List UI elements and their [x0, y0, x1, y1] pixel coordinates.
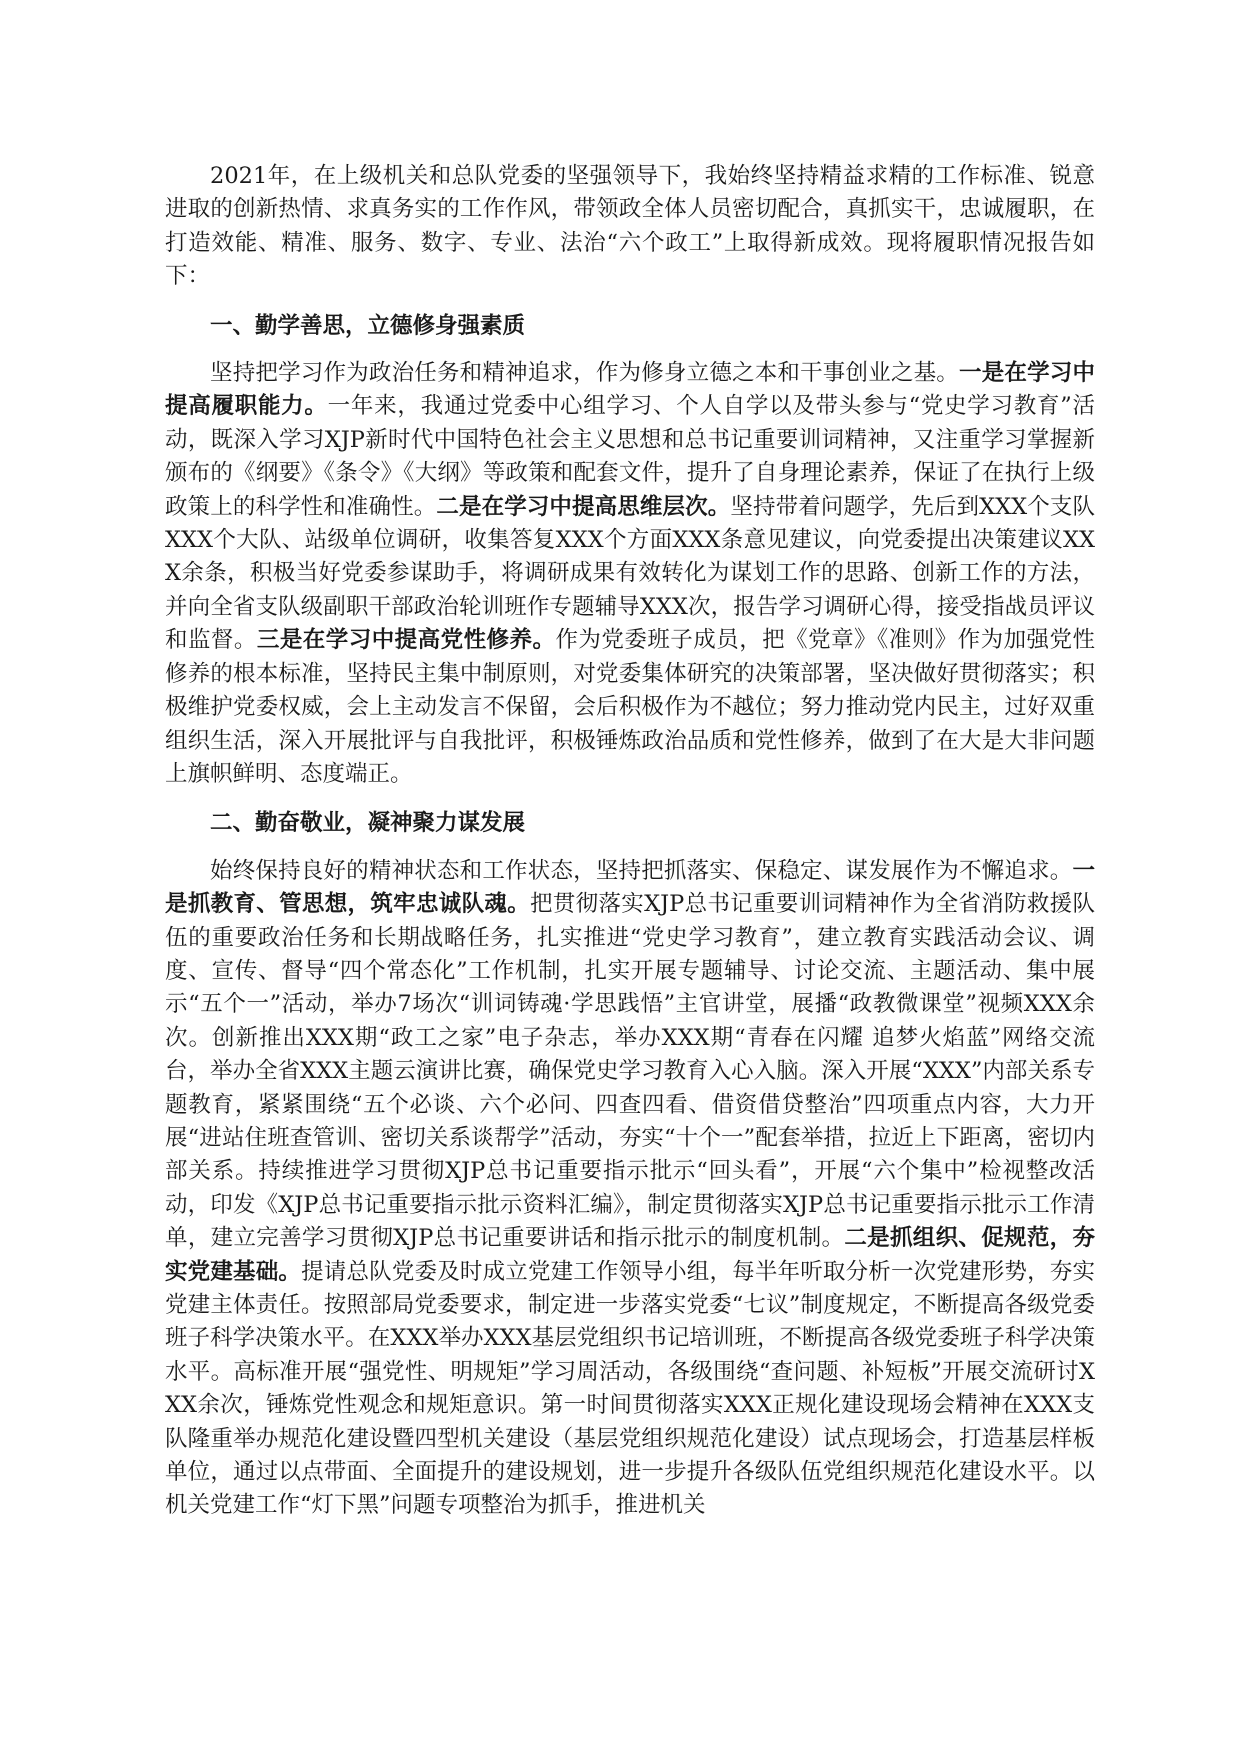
section2-text-1: 始终保持良好的精神状态和工作状态，坚持把抓落实、保稳定、谋发展作为不懈追求。 [210, 857, 1073, 884]
section1-point-3: 三是在学习中提高党性修养。 [256, 627, 556, 654]
section1-text-2: 一年来，我通过党委中心组学习、个人自学以及带头参与“党史学习教育”活动，既深入学习XJP新时代中国特色社会主义思想和总书记重要训词精神，又注重学习掌握新颁布的《纲要》《条令》《大纲》等政策和配套文件，提升了自身理论素养，保证了在执行上级政策上的科学性和准确性。 [165, 393, 1095, 520]
section1-point-1: 一是在学习中提高履职能力。 [165, 360, 1095, 420]
section2-point-1: 一是抓教育、管思想，筑牢忠诚队魂。 [165, 857, 1095, 918]
section1-point-2: 二是在学习中提高思维层次。 [436, 493, 731, 520]
section1-text-1: 坚持把学习作为政治任务和精神追求，作为修身立德之本和干事创业之基。 [210, 360, 959, 387]
section2-paragraph [165, 855, 1095, 1523]
section2-text-3: 提请总队党委及时成立党建工作领导小组，每半年听取分析一次党建形势，夯实党建主体责任。按照部局党委要求，制定进一步落实党委“七议”制度规定，不断提高各级党委班子科学决策水平。在XXX举办XXX基层党组织书记培训班，不断提高各级党委班子科学决策水平。高标准开展“强党性、明规矩”学习周活动，各级围绕“查问题、补短板”开展交流研讨XXX余次，锤炼党性观念和规矩意识。第一时间贯彻落实XXX正规化建设现场会精神在XXX支队隆重举办规范化建设暨四型机关建设（基层党组织规范化建设）试点现场会，打造基层样板单位，通过以点带面、全面提升的建设规划，进一步提升各级队伍党组织规范化建设水平。以机关党建工作“灯下黑”问题专项整治为抓手，推进机关 [165, 1258, 1095, 1519]
section1-paragraph [165, 357, 1095, 791]
section1-heading: 一、勤学善思，立德修身强素质 [210, 312, 526, 339]
section2-heading: 二、勤奋敬业，凝神聚力谋发展 [210, 810, 526, 837]
section2-text-2: 把贯彻落实XJP总书记重要训词精神作为全省消防救援队伍的重要政治任务和长期战略任务，扎实推进“党史学习教育”，建立教育实践活动会议、调度、宣传、督导“四个常态化”工作机制，扎实开展专题辅导、讨论交流、主题活动、集中展示“五个一”活动，举办7场次“训词铸魂·学思践悟”主官讲堂，展播“政教微课堂”视频XXX余次。创新推出XXX期“政工之家”电子杂志，举办XXX期“青春在闪耀 追梦火焰蓝”网络交流台，举办全省XXX主题云演讲比赛，确保党史学习教育入心入脑。深入开展“XXX”内部关系专题教育，紧紧围绕“五个必谈、六个必问、四查四看、借资借贷整治”四项重点内容，大力开展“进站住班查管训、密切关系谈帮学”活动，夯实“十个一”配套举措，拉近上下距离，密切内部关系。持续推进学习贯彻XJP总书记重要指示批示“回头看”，开展“六个集中”检视整改活动，印发《XJP总书记重要指示批示资料汇编》，制定贯彻落实XJP总书记重要指示批示工作清单，建立完善学习贯彻XJP总书记重要讲话和指示批示的制度机制。 [165, 891, 1095, 1252]
intro-paragraph: 2021年，在上级机关和总队党委的坚强领导下，我始终坚持精益求精的工作标准、锐意进取的创新热情、求真务实的工作作风，带领政全体人员密切配合，真抓实干，忠诚履职，在打造效能、精准、服务、数字、专业、法治“六个政工”上取得新成效。现将履职情况报告如下： [165, 163, 1095, 290]
section2-point-2: 二是抓组织、促规范，夯实党建基础。 [165, 1225, 1095, 1285]
document-page [165, 160, 1095, 1523]
section1-text-4: 作为党委班子成员，把《党章》《准则》作为加强党性修养的根本标准，坚持民主集中制原则，对党委集体研究的决策部署，坚决做好贯彻落实；积极维护党委权威，会上主动发言不保留，会后积极作为不越位；努力推动党内民主，过好双重组织生活，深入开展批评与自我批评，积极锤炼政治品质和党性修养，做到了在大是大非问题上旗帜鲜明、态度端正。 [165, 627, 1095, 787]
section1-text-3: 坚持带着问题学，先后到XXX个支队XXX个大队、站级单位调研，收集答复XXX个方面XXX条意见建议，向党委提出决策建议XXX余条，积极当好党委参谋助手，将调研成果有效转化为谋划工作的思路、创新工作的方法，并向全省支队级副职干部政治轮训班作专题辅导XXX次，报告学习调研心得，接受指战员评议和监督。 [165, 493, 1095, 654]
